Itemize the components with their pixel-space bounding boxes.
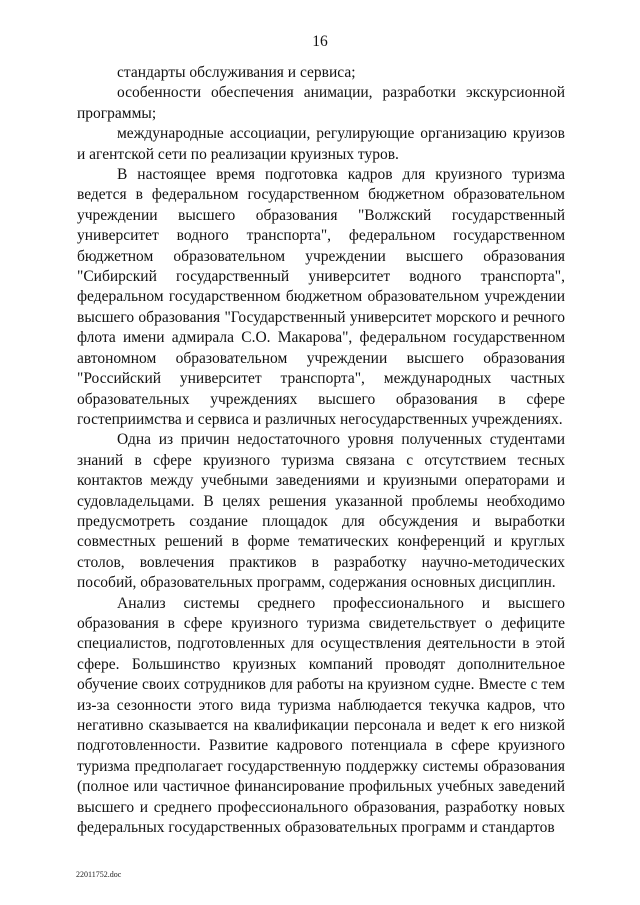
page-number: 16 xyxy=(312,33,328,50)
body-text xyxy=(77,63,565,838)
paragraph: международные ассоциации, регулирующие организацию круизов и агентской сети по реализации круизных туров. xyxy=(77,125,565,163)
paragraph: Анализ системы среднего профессионального и высшего образования в сфере круизного туризма свидетельствует о дефиците специалистов, подготовленных для осуществления деятельности в этой сфере. Большинство круизных компаний проводят дополнительное обучение своих сотрудников для работы на круизном судне. Вместе с тем из-за сезонности этого вида туризма наблюдается текучка кадров, что негативно сказывается на квалификации персонала и ведет к его низкой подготовленности. Развитие кадрового потенциала в сфере круизного туризма предполагает государственную поддержку системы образования (полное или частичное финансирование профильных учебных заведений высшего и среднего профессионального образования, разработку новых федеральных государственных образовательных программ и стандартов xyxy=(77,594,565,837)
paragraph: В настоящее время подготовка кадров для круизного туризма ведется в федеральном государственном бюджетном образовательном учреждении высшего образования "Волжский государственный университет водного транспорта", федеральном государственном бюджетном образовательном учреждении высшего образования "Сибирский государственный университет водного транспорта", федеральном государственном бюджетном образовательном учреждении высшего образования "Государственный университет морского и речного флота имени адмирала С.О. Макарова", федеральном государственном автономном образовательном учреждении высшего образования "Российский университет транспорта", международных частных образовательных учреждениях высшего образования в сфере гостеприимства и сервиса и различных негосударственных учреждениях. xyxy=(77,166,565,428)
paragraph: особенности обеспечения анимации, разработки экскурсионной программы; xyxy=(77,84,565,122)
paragraph: стандарты обслуживания и сервиса; xyxy=(117,64,356,81)
document-filename-footer: 22011752.doc xyxy=(76,870,122,879)
paragraph: Одна из причин недостаточного уровня полученных студентами знаний в сфере круизного туризма связана с отсутствием тесных контактов между учебными заведениями и круизными операторами и судовладельцами. В целях решения указанной проблемы необходимо предусмотреть создание площадок для обсуждения и выработки совместных решений в форме тематических конференций и круглых столов, вовлечения практиков в разработку научно-методических пособий, образовательных программ, содержания основных дисциплин. xyxy=(77,431,565,592)
